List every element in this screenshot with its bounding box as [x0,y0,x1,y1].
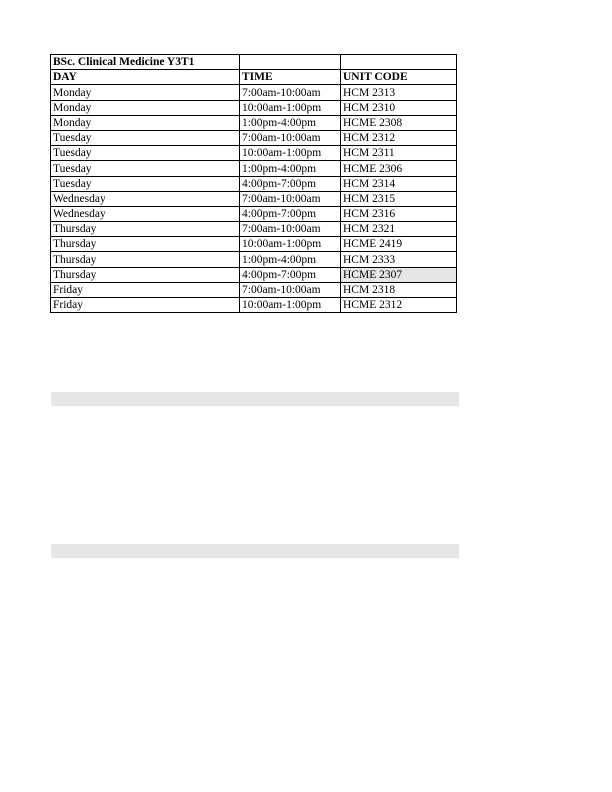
shaded-band [51,392,459,406]
day-cell: Wednesday [51,191,240,206]
day-cell: Thursday [51,252,240,267]
day-cell: Tuesday [51,176,240,191]
day-cell: Wednesday [51,206,240,221]
day-cell: Monday [51,85,240,100]
unit-code-cell: HCME 2419 [341,237,457,252]
unit-code-cell: HCM 2312 [341,130,457,145]
title-empty-cell [341,55,457,70]
unit-code-cell: HCM 2316 [341,206,457,221]
time-cell: 7:00am-10:00am [240,85,341,100]
title-empty-cell [240,55,341,70]
unit-code-cell: HCME 2306 [341,161,457,176]
time-cell: 7:00am-10:00am [240,222,341,237]
day-cell: Monday [51,115,240,130]
time-cell: 4:00pm-7:00pm [240,267,341,282]
table-title: BSc. Clinical Medicine Y3T1 [51,55,240,70]
day-cell: Tuesday [51,146,240,161]
column-header-unit-code: UNIT CODE [341,70,457,85]
time-cell: 10:00am-1:00pm [240,100,341,115]
unit-code-cell: HCME 2307 [341,267,457,282]
day-cell: Tuesday [51,161,240,176]
table-row [51,267,457,282]
column-header-day: DAY [51,70,240,85]
unit-code-cell: HCM 2333 [341,252,457,267]
time-cell: 7:00am-10:00am [240,130,341,145]
table-row [51,282,457,297]
column-header-time: TIME [240,70,341,85]
time-cell: 10:00am-1:00pm [240,298,341,313]
time-cell: 1:00pm-4:00pm [240,252,341,267]
unit-code-cell: HCM 2315 [341,191,457,206]
title-row [51,55,457,70]
unit-code-cell: HCME 2308 [341,115,457,130]
table-row [51,85,457,100]
table-row [51,130,457,145]
table-row [51,161,457,176]
time-cell: 4:00pm-7:00pm [240,176,341,191]
day-cell: Friday [51,298,240,313]
unit-code-cell: HCME 2312 [341,298,457,313]
table-row [51,100,457,115]
unit-code-cell: HCM 2313 [341,85,457,100]
time-cell: 7:00am-10:00am [240,191,341,206]
time-cell: 1:00pm-4:00pm [240,115,341,130]
time-cell: 4:00pm-7:00pm [240,206,341,221]
table-row [51,252,457,267]
time-cell: 1:00pm-4:00pm [240,161,341,176]
time-cell: 10:00am-1:00pm [240,237,341,252]
day-cell: Tuesday [51,130,240,145]
table-row [51,206,457,221]
timetable [50,54,457,313]
table-row [51,298,457,313]
unit-code-cell: HCM 2314 [341,176,457,191]
unit-code-cell: HCM 2318 [341,282,457,297]
table-row [51,115,457,130]
day-cell: Thursday [51,237,240,252]
table-row [51,222,457,237]
day-cell: Friday [51,282,240,297]
day-cell: Thursday [51,222,240,237]
table-row [51,191,457,206]
unit-code-cell: HCM 2311 [341,146,457,161]
header-row [51,70,457,85]
table-row [51,176,457,191]
day-cell: Monday [51,100,240,115]
day-cell: Thursday [51,267,240,282]
shaded-band [51,544,459,558]
time-cell: 10:00am-1:00pm [240,146,341,161]
unit-code-cell: HCM 2321 [341,222,457,237]
table-row [51,146,457,161]
time-cell: 7:00am-10:00am [240,282,341,297]
table-row [51,237,457,252]
unit-code-cell: HCM 2310 [341,100,457,115]
